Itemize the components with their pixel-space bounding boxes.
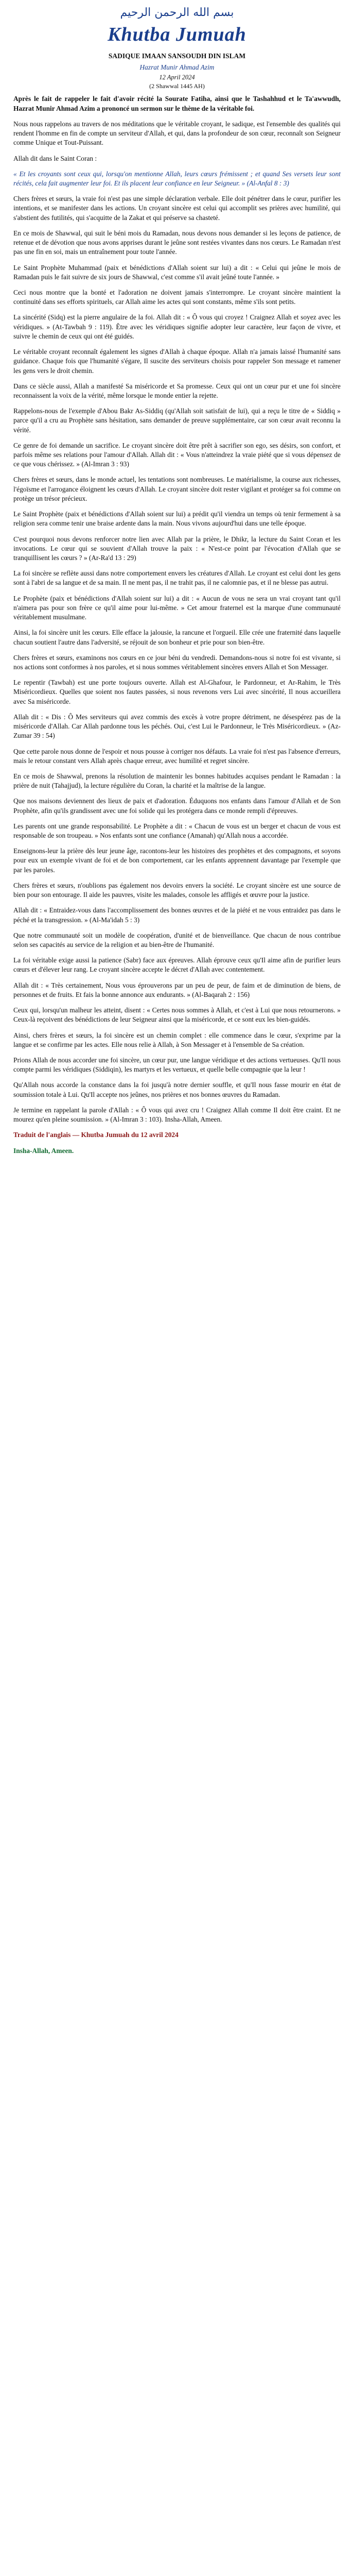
paragraph: Après le fait de rappeler le fait d'avoir récité la Sourate Fatiha, ainsi que le Tashahhud et le Ta'awwudh, Hazrat Munir Ahmad Azim a prononcé un sermon sur le thème de la véritable foi. xyxy=(13,95,341,112)
sermon-body xyxy=(13,94,341,1124)
paragraph: La foi véritable exige aussi la patience (Sabr) face aux épreuves. Allah éprouve ceux qu'Il aime afin de purifier leurs cœurs et d'élever leur rang. Le croyant sincère accepte le décret d'Allah avec contentement. xyxy=(13,956,341,974)
paragraph: Dans ce siècle aussi, Allah a manifesté Sa miséricorde et Sa promesse. Ceux qui ont un cœur pur et une foi sincère reconnaissent la voix de la vérité, même lorsque le monde entier la rejette. xyxy=(13,382,341,399)
paragraph: Nous nous rappelons au travers de nos méditations que le véritable croyant, le sadique, est l'ensemble des qualités qui rendent l'homme en fin de compte un serviteur d'Allah, et qui, dans la profondeur de son cœur, reconnaît son Seigneur comme Unique et Tout-Puissant. xyxy=(13,120,341,147)
paragraph: Ceux qui, lorsqu'un malheur les atteint, disent : « Certes nous sommes à Allah, et c'est à Lui que nous retournerons. » Ceux-là reçoivent des bénédictions de leur Seigneur ainsi que la miséricorde, et ce sont eux les bien-guidés. xyxy=(13,1006,341,1024)
paragraph: La sincérité (Sidq) est la pierre angulaire de la foi. Allah dit : « Ô vous qui croyez ! Craignez Allah et soyez avec les véridiques. » (At-Tawbah 9 : 119). Être avec les véridiques signifie adopter leur caractère, leur façon de vivre, et suivre le chemin de ceux qui ont été guidés. xyxy=(13,313,341,340)
paragraph: Rappelons-nous de l'exemple d'Abou Bakr As-Siddiq (qu'Allah soit satisfait de lui), qui a reçu le titre de « Siddiq » parce qu'il a cru au Prophète sans hésitation, sans demander de preuve supplémentaire, car son cœur avait reconnu la vérité. xyxy=(13,407,341,434)
paragraph: Le Prophète (paix et bénédictions d'Allah soient sur lui) a dit : « Aucun de vous ne sera un vrai croyant tant qu'il n'aimera pas pour son frère ce qu'il aime pour lui-même. » Cet amour fraternel est la marque d'une communauté véritablement musulmane. xyxy=(13,594,341,621)
sermon-date: 12 April 2024 xyxy=(159,74,195,81)
paragraph: Que nos maisons deviennent des lieux de paix et d'adoration. Éduquons nos enfants dans l'amour d'Allah et de Son Prophète, afin qu'ils grandissent avec une foi solide qui les protégera dans ce monde rempli d'épreuves. xyxy=(13,797,341,815)
paragraph: Ce genre de foi demande un sacrifice. Le croyant sincère doit être prêt à sacrifier son ego, ses désirs, son confort, et parfois même ses relations pour l'amour d'Allah. Allah dit : « Vous n'atteindrez la vraie piété que si vous dépensez de ce que vous chérissez. » (Al-Imran 3 : 93) xyxy=(13,441,341,468)
paragraph: Les parents ont une grande responsabilité. Le Prophète a dit : « Chacun de vous est un berger et chacun de vous est responsable de son troupeau. » Nos enfants sont une confiance (Amanah) qu'Allah nous a accordée. xyxy=(13,822,341,840)
paragraph: Le Saint Prophète (paix et bénédictions d'Allah soient sur lui) a prédit qu'il viendra un temps où tenir fermement à sa religion sera comme tenir une braise ardente dans la main. Nous vivons aujourd'hui dans une telle époque. xyxy=(13,510,341,528)
paragraph: En ce mois de Shawwal, qui suit le béni mois du Ramadan, nous devons nous demander si les leçons de patience, de retenue et de dévotion que nous avons apprises durant le jeûne sont restées vivantes dans nos cœurs. Le Ramadan n'est pas une fin en soi, mais un entraînement pour toute l'année. xyxy=(13,229,341,256)
hijri-date: (2 Shawwal 1445 AH) xyxy=(149,82,205,90)
paragraph: « Et les croyants sont ceux qui, lorsqu'on mentionne Allah, leurs cœurs frémissent ; et quand Ses versets leur sont récités, cela fait augmenter leur foi. Et ils placent leur confiance en leur Seigneur. » (Al-Anfal 8 : 3) xyxy=(13,170,341,187)
paragraph: Allah dit : « Dis : Ô Mes serviteurs qui avez commis des excès à votre propre détriment, ne désespérez pas de la miséricorde d'Allah. Car Allah pardonne tous les péchés. Oui, c'est Lui le Pardonneur, le Très Miséricordieux. » (Az-Zumar 39 : 54) xyxy=(13,713,341,740)
paragraph: Je termine en rappelant la parole d'Allah : « Ô vous qui avez cru ! Craignez Allah comme Il doit être craint. Et ne mourez qu'en pleine soumission. » (Al-Imran 3 : 103). Insha-Allah, Ameen. xyxy=(13,1106,341,1124)
closing-signoff: Insha-Allah, Ameen. xyxy=(13,1146,74,1155)
paragraph: Prions Allah de nous accorder une foi sincère, un cœur pur, une langue véridique et des actions vertueuses. Qu'Il nous compte parmi les véridiques (Siddiqin), les martyrs et les vertueux, et quelle belle compagnie que la leur ! xyxy=(13,1056,341,1074)
paragraph: Que notre communauté soit un modèle de coopération, d'unité et de bienveillance. Que chacun de nous contribue selon ses capacités au service de la religion et au bien-être de l'humanité. xyxy=(13,931,341,948)
paragraph: Le repentir (Tawbah) est une porte toujours ouverte. Allah est Al-Ghafour, le Pardonneur, et Ar-Rahim, le Très Miséricordieux. Quelles que soient nos fautes passées, si nous revenons vers Lui avec sincérité, Il nous accueillera avec Sa miséricorde. xyxy=(13,679,341,705)
paragraph: Chers frères et sœurs, n'oublions pas également nos devoirs envers la société. Le croyant sincère est une source de bien pour son entourage. Il aide les pauvres, visite les malades, console les affligés et œuvre pour la justice. xyxy=(13,881,341,899)
paragraph: Ceci nous montre que la bonté et l'adoration ne doivent jamais s'interrompre. Le croyant sincère maintient la continuité dans ses efforts spirituels, car Allah aime les actes qui sont constants, même s'ils sont petits. xyxy=(13,288,341,306)
paragraph: Le Saint Prophète Muhammad (paix et bénédictions d'Allah soient sur lui) a dit : « Celui qui jeûne le mois de Ramadan puis le fait suivre de six jours de Shawwal, c'est comme s'il avait jeûné toute l'année. » xyxy=(13,263,341,281)
paragraph: C'est pourquoi nous devons renforcer notre lien avec Allah par la prière, le Dhikr, la lecture du Saint Coran et les invocations. Le cœur qui se souvient d'Allah trouve la paix : « N'est-ce point par l'évocation d'Allah que se tranquillisent les cœurs ? » (Ar-Ra'd 13 : 29) xyxy=(13,535,341,562)
sermon-subtitle: SADIQUE IMAAN SANSOUDH DIN ISLAM xyxy=(108,52,246,60)
paragraph: Ainsi, la foi sincère unit les cœurs. Elle efface la jalousie, la rancune et l'orgueil. Elle crée une fraternité dans laquelle chacun soutient l'autre dans l'adversité, se réjouit de son bonheur et prie pour son bien-être. xyxy=(13,629,341,646)
page-title: Khutba Jumuah xyxy=(108,23,246,45)
paragraph: Enseignons-leur la prière dès leur jeune âge, racontons-leur les histoires des prophètes et des compagnons, et soyons pour eux un exemple vivant de foi et de bon comportement, car les enfants apprennent davantage par l'exemple que par les paroles. xyxy=(13,847,341,874)
masthead xyxy=(13,5,341,90)
paragraph: Allah dit : « Entraidez-vous dans l'accomplissement des bonnes œuvres et de la piété et ne vous entraidez pas dans le péché et la transgression. » (Al-Ma'idah 5 : 3) xyxy=(13,906,341,924)
bismillah: بسم الله الرحمن الرحيم xyxy=(120,6,234,19)
paragraph: Chers frères et sœurs, la vraie foi n'est pas une simple déclaration verbale. Elle doit pénétrer dans le cœur, purifier les intentions, et se manifester dans les actions. Un croyant sincère est celui qui accomplit ses prières avec humilité, qui s'abstient des futilités, qui s'acquitte de la Zakat et qui préserve sa chasteté. xyxy=(13,195,341,222)
paragraph: Qu'Allah nous accorde la constance dans la foi jusqu'à notre dernier souffle, et qu'Il nous fasse mourir en état de soumission totale à Lui. Qu'Il accepte nos jeûnes, nos prières et nos bonnes œuvres du Ramadan. xyxy=(13,1081,341,1098)
paragraph: La foi sincère se reflète aussi dans notre comportement envers les créatures d'Allah. Le croyant est celui dont les gens sont à l'abri de sa langue et de sa main. Il ne ment pas, il ne trahit pas, il ne calomnie pas, et il ne blesse pas autrui. xyxy=(13,569,341,587)
paragraph: En ce mois de Shawwal, prenons la résolution de maintenir les bonnes habitudes acquises pendant le Ramadan : la prière de nuit (Tahajjud), la lecture régulière du Coran, la charité et la maîtrise de la langue. xyxy=(13,772,341,790)
paragraph: Que cette parole nous donne de l'espoir et nous pousse à corriger nos défauts. La vraie foi n'est pas l'absence d'erreurs, mais le retour constant vers Allah après chaque erreur, avec humilité et regret sincère. xyxy=(13,747,341,765)
closing xyxy=(13,1130,341,1155)
paragraph: Ainsi, chers frères et sœurs, la foi sincère est un chemin complet : elle commence dans le cœur, s'exprime par la langue et se confirme par les actes. Elle nous relie à Allah, à Son Messager et à l'ensemble de Sa création. xyxy=(13,1031,341,1048)
paragraph: Chers frères et sœurs, dans le monde actuel, les tentations sont nombreuses. Le matérialisme, la course aux richesses, l'égoïsme et l'arrogance éloignent les cœurs d'Allah. Le croyant sincère doit rester vigilant et protéger sa foi comme on protège un trésor précieux. xyxy=(13,476,341,502)
paragraph: Allah dit : « Très certainement, Nous vous éprouverons par un peu de peur, de faim et de diminution de biens, de personnes et de fruits. Et fais la bonne annonce aux endurants. » (Al-Baqarah 2 : 156) xyxy=(13,981,341,998)
closing-note: Traduit de l'anglais — Khutba Jumuah du 12 avril 2024 xyxy=(13,1131,179,1139)
paragraph: Le véritable croyant reconnaît également les signes d'Allah à chaque époque. Allah n'a jamais laissé l'humanité sans guidance. Chaque fois que l'humanité s'égare, Il suscite des serviteurs choisis pour rappeler Son message et ramener les gens vers le droit chemin. xyxy=(13,348,341,375)
author: Hazrat Munir Ahmad Azim xyxy=(139,63,215,71)
page xyxy=(13,0,341,1156)
paragraph: Allah dit dans le Saint Coran : xyxy=(13,154,97,162)
paragraph: Chers frères et sœurs, examinons nos cœurs en ce jour béni du vendredi. Demandons-nous si notre foi est vivante, si nos actions sont conformes à nos paroles, et si nous sommes véritablement sincères envers Allah et Son Messager. xyxy=(13,653,341,671)
